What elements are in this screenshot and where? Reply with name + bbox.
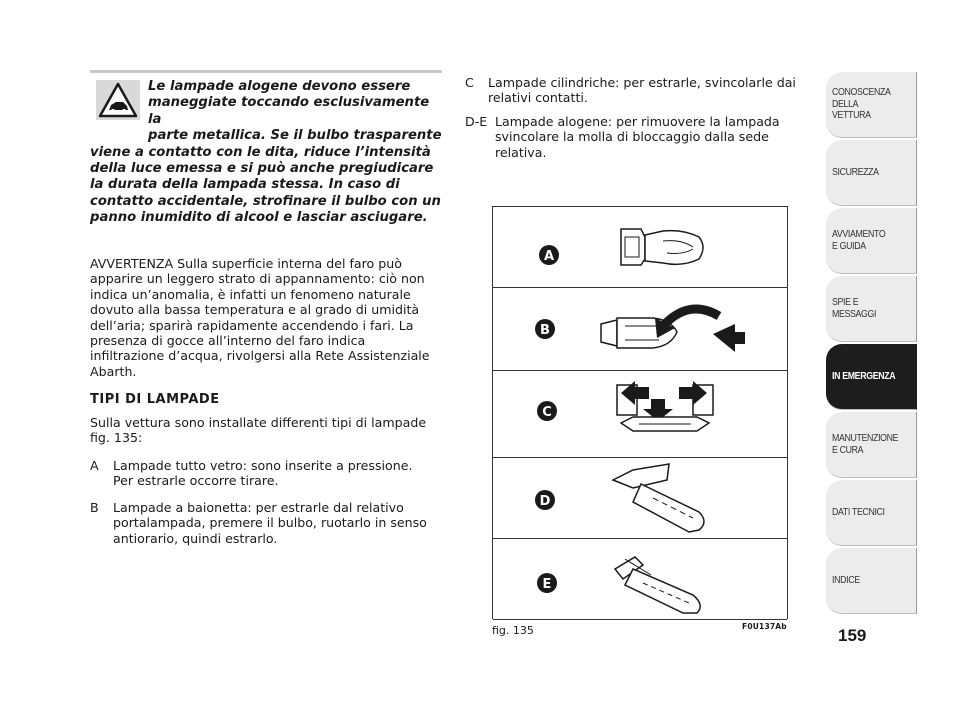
lamp-item-c — [465, 75, 810, 106]
figure-code: F0U137Ab — [742, 622, 787, 631]
tab-conoscenza-della-vettura[interactable] — [826, 72, 917, 138]
item-label: D-E — [465, 114, 488, 129]
warning-divider — [90, 70, 442, 73]
item-text: Lampade alogene: per rimuovere la lampada svincolare la molla di bloccaggio dalla sede relativa. — [495, 114, 780, 160]
item-text: Lampade tutto vetro: sono inserite a pressione. Per estrarle occorre tirare. — [113, 458, 413, 489]
tab-indice[interactable] — [826, 548, 917, 614]
panel-letter: A — [543, 249, 555, 264]
item-label: A — [90, 458, 99, 473]
tab-manutenzione-e-cura[interactable] — [826, 412, 917, 478]
figure-panel-c — [493, 371, 787, 458]
warning-line-3: parte metallica. Se il bulbo trasparente — [148, 128, 442, 144]
page-number: 159 — [838, 626, 867, 645]
figure-label: fig. 135 — [492, 624, 534, 637]
warning-rest: viene a contatto con le dita, riduce l’intensità della luce emessa e si può anche pregiudicare la durata della lampada stessa. In caso di contatto accidentale, strofinare il bulbo con un panno inumidito di alcool e lasciar asciugare. — [90, 144, 441, 226]
bulb-a-drawing — [493, 207, 787, 287]
section-heading: TIPI DI LAMPADE — [90, 392, 220, 407]
figure-panel-d — [493, 458, 787, 539]
tab-in-emergenza[interactable] — [826, 344, 917, 410]
tab-label: DATI TECNICI — [832, 506, 885, 518]
panel-letter: E — [542, 577, 552, 592]
bulb-b-drawing — [493, 288, 787, 370]
lamp-item-de — [465, 114, 810, 160]
item-label: C — [465, 75, 474, 90]
tab-avviamento-e-guida[interactable] — [826, 208, 917, 274]
figure-panel-b — [493, 288, 787, 371]
bulb-d-drawing — [493, 458, 787, 538]
bulb-c-drawing — [493, 371, 787, 457]
lamp-types-figure — [492, 206, 788, 619]
item-text: Lampade a baionetta: per estrarle dal relativo portalampada, premere il bulbo, ruotarlo in senso antiorario, quindi estrarlo. — [113, 500, 427, 546]
tab-label: MANUTENZIONE E CURA — [832, 433, 899, 456]
warning-line-2: maneggiate toccando esclusivamente la — [148, 95, 430, 127]
tab-label: CONOSCENZA DELLA VETTURA — [832, 87, 891, 122]
figure-panel-a — [493, 207, 787, 288]
section-intro: Sulla vettura sono installate differenti tipi di lampade fig. 135: — [90, 415, 427, 446]
lamp-item-a — [90, 458, 430, 489]
tab-spie-e-messaggi[interactable] — [826, 276, 917, 342]
figure-panel-e — [493, 539, 787, 620]
tab-dati-tecnici[interactable] — [826, 480, 917, 546]
avvertenza-paragraph: AVVERTENZA Sulla superficie interna del faro può apparire un leggero strato di appannamento: ciò non indica un’anomalia, è infatti un fenomeno naturale dovuto alla bassa temperatura e al grado di umidità dell’aria; sparirà rapidamente accendendo i fari. La presenza di gocce all’interno del faro indica infiltrazione d’acqua, rivolgersi alla Rete Assistenziale Abarth. — [90, 256, 430, 379]
tab-label: AVVIAMENTO E GUIDA — [832, 229, 886, 252]
panel-letter: C — [542, 405, 552, 420]
tab-label: SPIE E MESSAGGI — [832, 297, 877, 320]
panel-letter: B — [540, 323, 550, 338]
bulb-e-drawing — [493, 539, 787, 619]
warning-line-1: Le lampade alogene devono essere — [148, 79, 411, 94]
item-text: Lampade cilindriche: per estrarle, svincolarle dai relativi contatti. — [488, 75, 796, 106]
panel-letter: D — [539, 494, 551, 509]
tab-label: IN EMERGENZA — [832, 370, 896, 382]
lamp-item-b — [90, 500, 430, 546]
halogen-warning — [90, 79, 442, 227]
tab-label: INDICE — [832, 574, 860, 586]
tab-label: SICUREZZA — [832, 166, 879, 178]
item-label: B — [90, 500, 99, 515]
tab-sicurezza[interactable] — [826, 140, 917, 206]
